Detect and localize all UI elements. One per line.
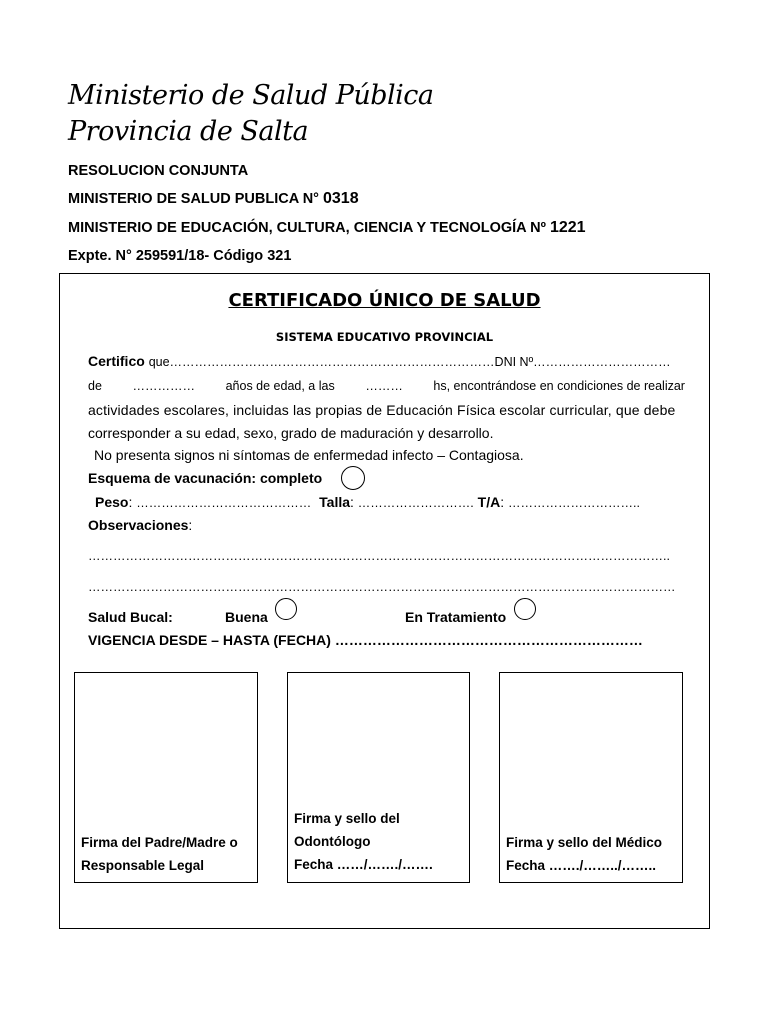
health-ministry-label: MINISTERIO DE SALUD PUBLICA N° <box>68 191 319 207</box>
validity-line <box>88 632 643 648</box>
health-ministry-number: 0318 <box>323 190 359 207</box>
measurements-line: Peso: …………………………………… Talla: ………………………. T/A: ………………………….. <box>95 494 640 510</box>
certifico-label: Certifico <box>88 353 145 369</box>
dni-field[interactable]: …………………………… <box>533 355 671 369</box>
education-ministry-number: 1221 <box>549 219 586 236</box>
dentist-date: Fecha ……/……./……. <box>294 857 433 872</box>
buena-checkbox[interactable] <box>275 598 297 620</box>
ta-field[interactable]: ………………………….. <box>508 496 640 510</box>
de-word: de <box>88 379 102 393</box>
paragraph-line-2: actividades escolares, incluidas las propias de Educación Física escolar curricular, que debe <box>88 402 676 418</box>
doctor-signature-label <box>506 831 662 877</box>
dentist-signature-line-1: Firma y sello del <box>294 811 400 826</box>
certificate-title: CERTIFICADO ÚNICO DE SALUD <box>228 290 541 311</box>
province-heading: Provincia de Salta <box>68 116 309 147</box>
paragraph-line-3: corresponder a su edad, sexo, grado de maduración y desarrollo. <box>88 425 494 441</box>
tratamiento-checkbox[interactable] <box>514 598 536 620</box>
doctor-signature-box[interactable] <box>499 672 683 883</box>
health-ministry-line <box>68 190 359 208</box>
observations-label: Observaciones <box>88 517 189 533</box>
observations-field-1[interactable]: ………………………………………………………………………………………………………………………….. <box>88 549 670 563</box>
parent-signature-line-2: Responsable Legal <box>81 858 205 873</box>
validity-label: VIGENCIA DESDE – HASTA (FECHA) <box>88 632 331 648</box>
dentist-signature-line-2: Odontólogo <box>294 834 371 849</box>
tratamiento-label: En Tratamiento <box>405 609 507 625</box>
validity-field[interactable]: ………………………………………………………… <box>334 632 643 648</box>
resolution-label: RESOLUCION CONJUNTA <box>68 163 249 179</box>
age-text: años de edad, a las <box>225 379 335 393</box>
dentist-signature-label <box>294 807 433 876</box>
education-ministry-label: MINISTERIO DE EDUCACIÓN, CULTURA, CIENCIA Y TECNOLOGÍA Nº <box>68 220 546 236</box>
vaccination-checkbox[interactable] <box>341 466 365 490</box>
certificate-subtitle: SISTEMA EDUCATIVO PROVINCIAL <box>275 330 494 344</box>
age-field[interactable]: …………… <box>132 379 195 393</box>
parent-signature-box[interactable] <box>74 672 258 883</box>
hs-text: hs, encontrándose en condiciones de realizar <box>433 379 685 393</box>
parent-signature-line-1: Firma del Padre/Madre o <box>81 835 238 850</box>
parent-signature-label <box>81 831 238 877</box>
talla-field[interactable]: ………………………. <box>357 496 474 510</box>
buena-label: Buena <box>225 609 268 625</box>
education-ministry-line <box>68 219 586 237</box>
certifico-line <box>88 353 688 369</box>
peso-field[interactable]: …………………………………… <box>136 496 312 510</box>
que-word: que <box>148 355 170 369</box>
doctor-signature-line-1: Firma y sello del Médico <box>506 835 663 850</box>
vaccination-label: Esquema de vacunación: completo <box>88 470 323 486</box>
hour-field[interactable]: ……… <box>365 379 403 393</box>
doctor-date: Fecha ……./……../…….. <box>506 858 657 873</box>
talla-label: Talla <box>319 494 351 510</box>
dni-label: DNI Nº <box>494 355 534 369</box>
observations-line: Observaciones: <box>88 517 193 533</box>
name-field[interactable]: …………………………………………………………………… <box>169 355 495 369</box>
ta-label: T/A <box>477 494 501 510</box>
symptoms-text: No presenta signos ni síntomas de enfermedad infecto – Contagiosa. <box>94 447 524 463</box>
ministry-heading: Ministerio de Salud Pública <box>68 80 434 111</box>
peso-label: Peso <box>95 494 129 510</box>
age-line <box>88 379 685 393</box>
observations-field-2[interactable]: …………………………………………………………………………………………………………………………… <box>88 580 676 594</box>
dentist-signature-box[interactable] <box>287 672 470 883</box>
expediente-label: Expte. N° 259591/18- Código 321 <box>68 248 292 264</box>
oral-health-label: Salud Bucal: <box>88 609 173 625</box>
